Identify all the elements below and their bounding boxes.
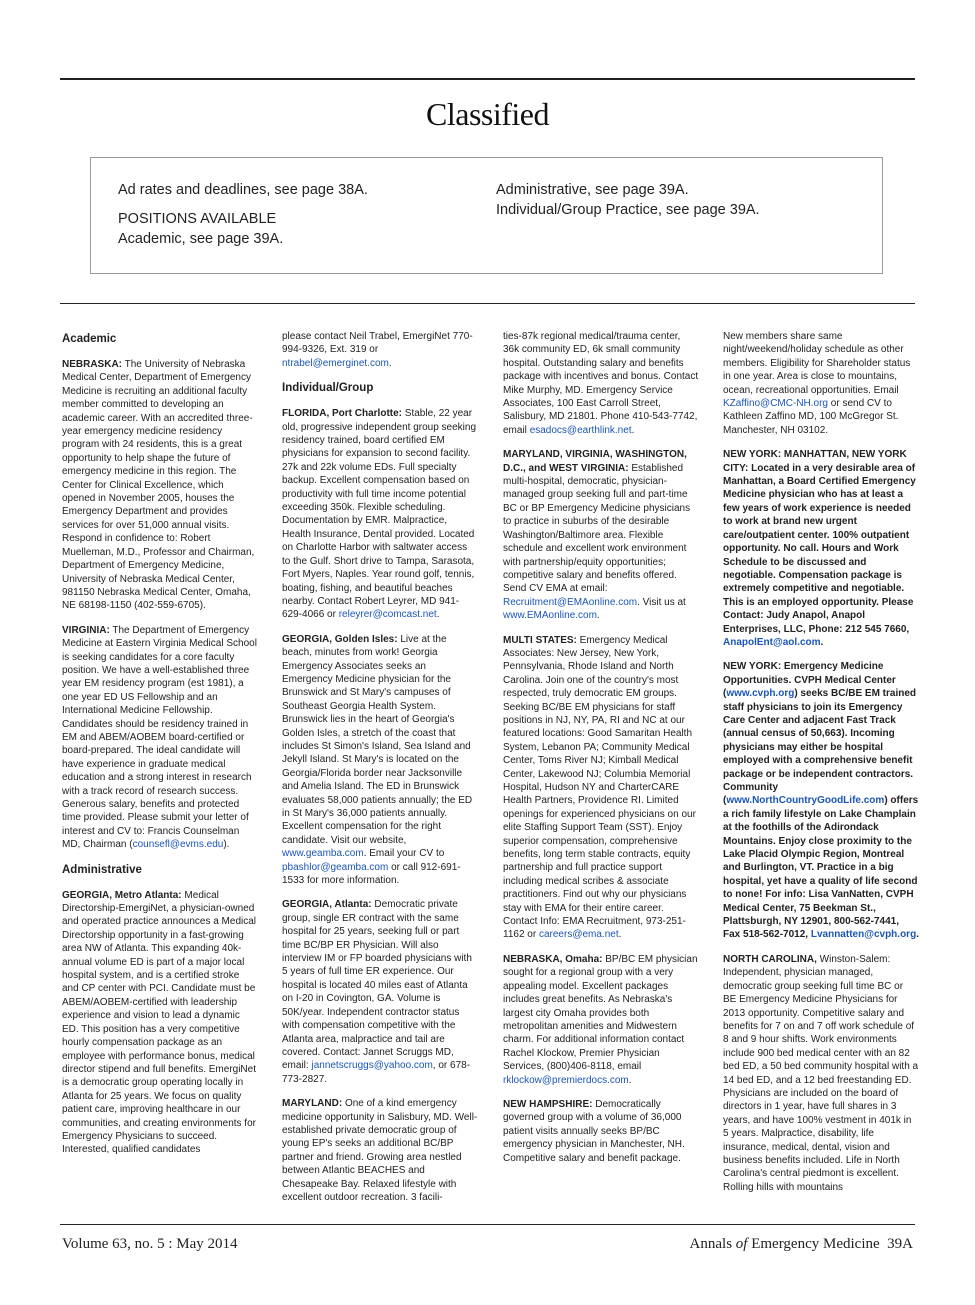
ad-continued <box>282 330 478 370</box>
ad-lead: NEBRASKA: <box>62 359 122 370</box>
ad-tail: . <box>628 1074 632 1086</box>
section-heading-individual-group: Individual/Group <box>282 382 374 395</box>
ad-body: NEW YORK: MANHATTAN, NEW YORK CITY: Located in a very desirable area of Manhattan, a Board Certified Emergency Medicine physician who has at least a few years of work experience is needed to work at brand new urgent care/outpatient center. 100% outpatient opportunity. No call. Hours and Work Schedule to be discussed and negotiable. Compensation package is extremely competitive and negotiable. This is an employed opportunity. Please Contact: Judy Anapol, Anapol Enterprises, LLC, Phone: 212 545 7660, <box>723 449 916 635</box>
ad-lead: GEORGIA, Golden Isles: <box>282 633 398 645</box>
ad-body: Emergency Medical Associates: New Jersey, New York, Pennsylvania, Rhode Island and North Carolina. Join one of the country's most respected, truly democratic EM groups. Seeking BC/BE EM physicians for staff positions in NJ, NY, PA, RI and NC at our featured locations: Good Samaritan Health System, Lebanon PA; Community Medical Center, Toms River NJ; Kimball Medical Center, Lakewood NJ; Columbia Memorial Hospital, Hudson NY and CharterCARE Health Partners, Providence RI. Limited openings for experienced physicians on our elite Staffing Support Team (SST). Enjoy superior compensation, comprehensive benefits, long term stable contracts, equity partnership and full practice support including medical scribes & associate practitioners. Find out why our physicians stay with EMA for their entire career. Contact Info: EMA Recruitment, 973-251-1162 or <box>503 634 696 941</box>
ad-body: Democratically governed group with a volume of 36,000 patient visits annually seeks BP/BC emergency physician in Manchester, NH. Competitive salary and benefit package. <box>503 1098 685 1164</box>
journal-name-end: Emergency Medicine <box>751 1236 880 1252</box>
ad-nebraska-omaha <box>503 953 699 1087</box>
footer-rule <box>60 1224 915 1225</box>
email-link[interactable]: pbashlor@geamba.com <box>282 861 389 873</box>
ad-tail: . <box>436 609 440 621</box>
ad-tail: or call 912-691-1533 for more information. <box>282 861 461 887</box>
ad-multi-states <box>503 634 699 942</box>
ad-body: please contact Neil Trabel, EmergiNet 770-994-9326, Ext. 319 or <box>282 331 473 356</box>
email-link[interactable]: ntrabel@emerginet.com <box>282 357 389 369</box>
ad-tail: . <box>820 636 824 648</box>
email-link[interactable]: esadocs@earthlink.net <box>529 424 632 436</box>
section-heading-academic: Academic <box>62 333 117 345</box>
column-4 <box>723 330 919 1216</box>
ad-lead: MARYLAND: <box>282 1098 343 1110</box>
positions-heading: POSITIONS AVAILABLE <box>118 211 277 227</box>
ad-north-carolina <box>723 953 919 1194</box>
email-link[interactable]: careers@ema.net <box>538 929 619 941</box>
info-box <box>90 157 883 274</box>
ad-rates-text: Ad rates and deadlines, see page 38A. <box>118 182 368 198</box>
ad-body: BP/BC EM physician sought for a regional group with a very appealing model. Excellent packages includes great benefits. As Nebraska's largest city Omaha provides both metropolitan amenities and Midwestern charm. For additional information contact Rachel Klockow, Premier Physician Services, (800)406-8118, email <box>503 953 698 1073</box>
ad-body: New members share same night/weekend/holiday schedule as other members. Eligibility for Shareholder status in one year. Area is close to mountains, ocean, recreational opportunities. Email <box>723 331 911 396</box>
ad-continued <box>723 330 919 437</box>
ad-georgia-golden-isles <box>282 633 478 888</box>
email-link[interactable]: releyrer@comcast.net <box>338 609 437 621</box>
ad-new-york-manhattan <box>723 448 919 649</box>
ad-tail: . <box>916 929 919 941</box>
page-title: Classified <box>426 96 549 132</box>
ad-tail: . <box>596 610 600 622</box>
ad-body: Medical Directorship-EmergiNet, a physician-owned and operated practice announces a Medical Directorship opportunity in a fast-growing area NW of Atlanta. This expanding 40k-annual volume ED is part of a major local hospital system, and is a certified stroke and CP center with PCI. Candidate must be ABEM/AOBEM-certified with leadership experience and vision to lead a dynamic ED. This position has a very competitive hourly compensation package as an employee with performance bonus, medical director stipend and full benefits. EmergiNet is a democratic group operating locally in Atlanta for 25 years. We focus on quality patient care, improving healthcare in our communities, and creating environments for Emergency Physicians to succeed. Interested, qualified candidates <box>62 889 257 1156</box>
ad-lead: NEBRASKA, Omaha: <box>503 953 603 965</box>
section-rule <box>60 303 915 304</box>
journal-name-start: Annals <box>689 1236 733 1252</box>
email-link[interactable]: rklockow@premierdocs.com <box>503 1074 629 1086</box>
footer-volume: Volume 63, no. 5 : May 2014 <box>62 1236 238 1252</box>
page-number: 39A <box>887 1236 913 1252</box>
column-1 <box>62 330 258 1216</box>
ad-lead: VIRGINIA: <box>62 624 110 636</box>
ad-body: Stable, 22 year old, progressive independent group seeking residency trained, board certified EM physicians for expansion to second facility. 27k and 22k volume EDs. Full specialty backup. Excellent compensation based on productivity with full time income potential exceeding 350k. Flexible scheduling. Documentation by EMR. Malpractice, Health Insurance, Dental provided. Located on Charlotte Harbor with saltwater access to the Gulf. Short drive to Tampa, Sarasota, Fort Myers, Naples. Year round golf, tennis, boating, fishing, and beautiful beaches nearby. Contact Robert Leyrer, MD 941-629-4066 or <box>282 408 477 621</box>
ad-new-york-cvph <box>723 660 919 942</box>
ad-lead: GEORGIA, Metro Atlanta: <box>62 889 182 901</box>
ad-body: Democratic private group, single ER contract with the same hospital for 25 years, seeking full or part time BC/BP ER Physician. Will also interview IM or FP boarded physicians with 5 years of full time ER experience. Our hospital is located 40 miles east of Atlanta on I-20 in Covington, GA. Volume is 50K/year. Independent contractor status with compensation competitive with the Atlanta area, malpractice and tail are covered. Contact: Jannet Scruggs MD, email: <box>282 899 472 1072</box>
website-link[interactable]: www.EMAonline.com <box>503 610 597 622</box>
individual-ref: Individual/Group Practice, see page 39A. <box>496 202 760 218</box>
ad-tail: ). <box>223 839 230 851</box>
info-left <box>118 180 478 249</box>
ad-body: One of a kind emergency medicine opportunity in Salisbury, MD. Well-established private democratic group of young EP's seeks an additional BC/BP partner and friend. Growing area nestled between Atlantic BEACHES and Chesapeake Bay. Relaxed lifestyle with excellent outdoor recreation. 3 facili- <box>282 1098 478 1203</box>
footer-journal <box>690 1236 913 1253</box>
ad-lead: MARYLAND, VIRGINIA, WASHINGTON, D.C., and WEST VIRGINIA: <box>503 449 687 474</box>
ad-georgia-atlanta <box>282 898 478 1086</box>
ad-body: The University of Nebraska Medical Center, Department of Emergency Medicine is recruiting an additional faculty member committed to developing an academic career. With an accredited three-year emergency medicine residency program with 24 residents, this is a great opportunity to help shape the future of emergency medicine in this region. The Center for Clinical Excellence, which opened in November 2005, houses the Emergency Department and provides services for over 51,000 annual visits. Respond in confidence to: Robert Muelleman, M.D., Professor and Chairman, Department of Emergency Medicine, University of Nebraska Medical Center, 981150 Nebraska Medical Center, Omaha, NE 68198-1150 (402-559-6705). <box>62 359 255 612</box>
ad-mid: ) seeks BC/BE EM trained staff physicians to join its Emergency Care Center and adjacent Fast Track (annual census of 50,663). Incoming physicians may either be hospital employed with a comprehensive benefit package or be independent contractors. Community ( <box>723 688 917 807</box>
ad-maryland <box>282 1097 478 1204</box>
ad-mid: . Visit us at <box>637 596 686 608</box>
ad-tail: , or 678-773-2827. <box>282 1060 471 1085</box>
ad-body: Live at the beach, minutes from work! Georgia Emergency Associates seeks an Emergency Medicine physician for the Brunswick and St Mary's campuses of Southeast Georgia Health System. Brunswick lies in the heart of Georgia's Golden Isles, a stretch of the coast that includes St Simon's Island, Sea Island and Jekyll Island. St Mary's is located on the Georgia/Florida border near Jacksonville and Amelia Island. The ED in Brunswick evaluates 58,000 patients annually; the ED in St Mary's 36,000 patients annually. Excellent compensation for the right candidate. Visit our website, <box>282 633 473 846</box>
ad-mid: ) offers a rich family lifestyle on Lake Champlain at the foothills of the Adirondack Mountains. Enjoy close proximity to the Lake Placid Olympic Region, Montreal and Burlington, VT. Practice in a big hospital, yet have a quality of life second to none! For info: Lisa VanNatten, CVPH Medical Center, 75 Beekman St., Plattsburgh, NY 12901, 800-562-7441, Fax 518-562-7012, <box>723 795 919 941</box>
ad-body: Established multi-hospital, democratic, physician-managed group seeking full and part-time BC or BP Emergency Medicine physicians to practice in suburbs of the desirable Washington/Baltimore area. Flexible schedule and excellent work environment with partnership/equity opportunities; competitive salary and benefits offered. Send CV EMA at email: <box>503 462 691 595</box>
journal-name-of: of <box>735 1236 748 1252</box>
ad-lead: MULTI STATES: <box>503 634 577 646</box>
website-link[interactable]: www.NorthCountryGoodLife.com <box>726 795 885 807</box>
website-link[interactable]: www.geamba.com <box>282 848 364 860</box>
ad-new-hampshire <box>503 1098 699 1165</box>
ad-body: Winston-Salem: Independent, physician managed, democratic group seeking full time BC or BE Emergency Medicine Physicians for 2013 opportunity. Competitive salary and benefits for 7 on and 7 off work schedule of 8 and 9 hour shifts. Work environments include 900 bed medical center with an 82 bed ED, a 50 bed community hospital with a 14 bed ED, and a 12 bed freestanding ED. Physicians are included on the board of directors in 1 year, have full shares in 3 years, and have 100% vestment in 401k in 5 years. Malpractice, disability, life insurance, medical, dental, vision and business benefits included. Life in North Carolina's central piedmont is excellent. Rolling hills with mountains <box>723 953 919 1193</box>
ad-tail: . <box>388 357 392 369</box>
ad-lead: GEORGIA, Atlanta: <box>282 899 372 911</box>
top-rule <box>60 78 915 80</box>
ad-tail: . <box>618 929 622 941</box>
email-link[interactable]: Lvannatten@cvph.org <box>810 929 917 941</box>
ad-body: The Department of Emergency Medicine at Eastern Virginia Medical School is seeking candidates for a core faculty position. We have a well-established three year EM residency program (est 1981), a one year ED US Fellowship and an International Medicine Fellowship. Candidates should be residency trained in EM and ABEM/AOBEM board-certified or board-prepared. The ideal candidate will have experience in graduate medical education and a strong interest in research with a track record of research success. Generous salary, benefits and protected time provided. Please submit your letter of interest and CV to: Francis Counselman MD, Chairman ( <box>62 624 257 851</box>
ad-mid: . Email your CV to <box>363 848 445 860</box>
column-2 <box>282 330 478 1216</box>
ad-lead: NEW HAMPSHIRE: <box>503 1098 593 1110</box>
academic-ref: Academic, see page 39A. <box>118 231 284 247</box>
email-link[interactable]: Recruitment@EMAonline.com <box>503 596 638 608</box>
website-link[interactable]: www.cvph.org <box>726 688 795 700</box>
email-link[interactable]: jannetscruggs@yahoo.com <box>311 1060 433 1072</box>
ad-virginia <box>62 624 258 852</box>
ad-florida-port-charlotte <box>282 407 478 622</box>
ad-georgia-metro-atlanta <box>62 889 258 1157</box>
info-right <box>496 180 866 220</box>
ad-lead: NORTH CAROLINA, <box>723 953 817 965</box>
email-link[interactable]: counsefl@evms.edu <box>132 839 224 851</box>
ad-tail: . <box>631 424 635 436</box>
ad-body: NEW YORK: Emergency Medicine Opportunities. CVPH Medical Center ( <box>723 661 896 700</box>
ad-lead: FLORIDA, Port Charlotte: <box>282 408 402 420</box>
email-link[interactable]: KZaffino@CMC-NH.org <box>723 398 828 410</box>
ad-body: ties-87k regional medical/trauma center, 36k community ED, 6k small community hospital. Outstanding salary and benefits package with incentives and bonus. Contact Mike Murphy, MD. Emergency Service Associates, 100 East Carroll Street, Salisbury, MD 21801. Phone 410-543-7742, email <box>503 331 699 436</box>
ad-nebraska <box>62 358 258 613</box>
ad-continued <box>503 330 699 437</box>
column-3 <box>503 330 699 1216</box>
ad-tail: or send CV to Kathleen Zaffino MD, 100 McGregor St. Manchester, NH 03102. <box>723 398 899 436</box>
section-heading-administrative: Administrative <box>62 863 142 876</box>
administrative-ref: Administrative, see page 39A. <box>496 182 689 198</box>
email-link[interactable]: AnapolEnt@aol.com <box>723 636 821 648</box>
ad-maryland-virginia-dc <box>503 448 699 622</box>
